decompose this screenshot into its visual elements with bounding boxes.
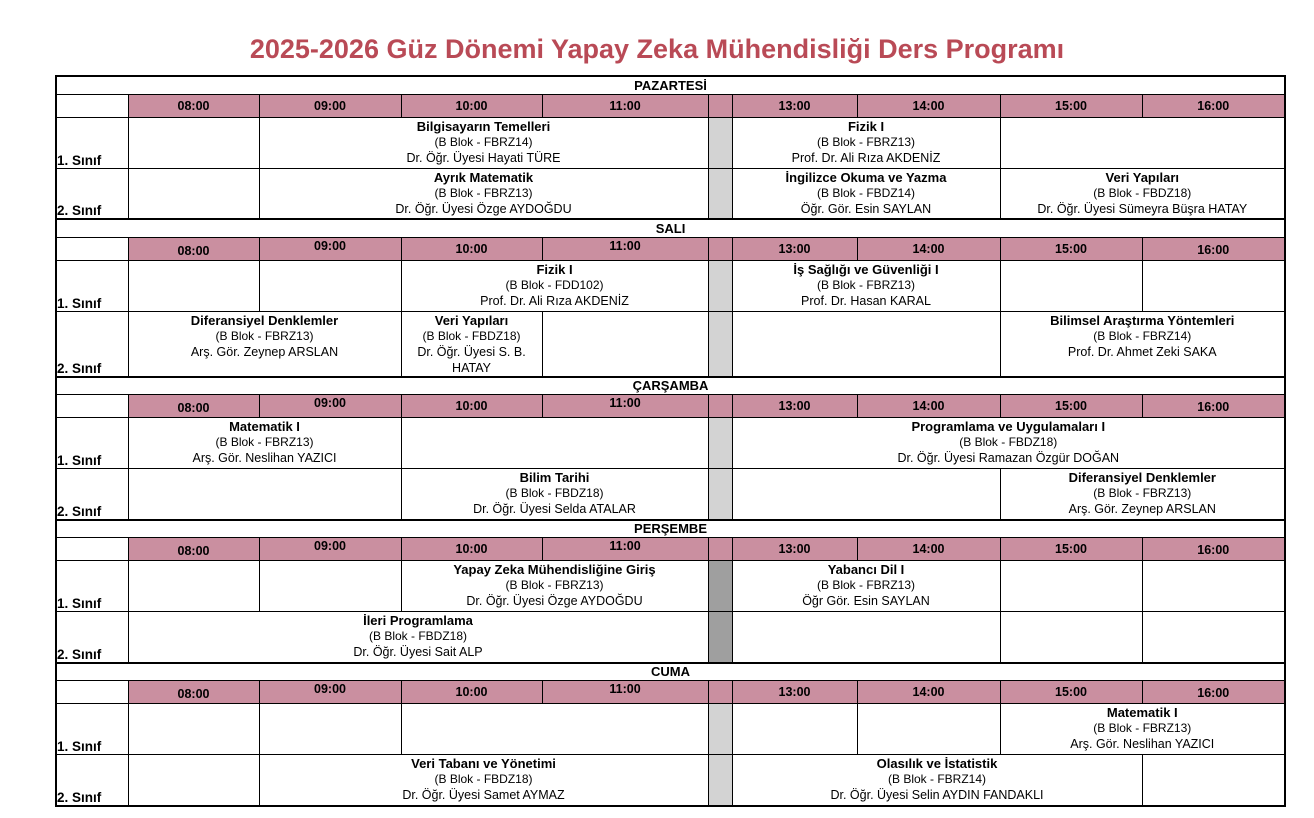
course-teacher: Dr. Öğr. Üyesi Ramazan Özgür DOĞAN [897,451,1120,465]
corner-cell [56,538,128,561]
course-room: (B Blok - FBRZ13) [215,328,314,343]
lunch-break-cell [708,704,732,755]
lunch-break-cell [708,168,732,219]
class-row [56,418,1285,469]
time-cell-1400: 14:00 [857,237,1000,260]
course-title: Yapay Zeka Mühendisliğine Giriş [453,562,656,577]
page-title: 2025-2026 Güz Dönemi Yapay Zeka Mühendisliği Ders Programı [249,34,1065,64]
time-cell-1300: 13:00 [732,237,857,260]
class-row [56,311,1285,377]
course-cell [401,561,708,612]
class-row [56,469,1285,520]
course-teacher: Dr. Öğr. Üyesi Hayati TÜRE [406,150,561,165]
course-teacher: Dr. Öğr. Üyesi Selda ATALAR [473,502,636,516]
course-teacher: Öğr. Gör. Esin SAYLAN [800,201,932,216]
course-cell [1000,168,1285,219]
course-teacher: Prof. Dr. Ali Rıza AKDENİZ [791,150,941,165]
time-cell-1400: 14:00 [857,395,1000,418]
course-title: Bilim Tarihi [519,470,590,485]
course-room: (B Blok - FBDZ18) [1093,185,1192,200]
lunch-break-cell [708,755,732,806]
class-label: 2. Sınıf [56,612,128,663]
day-header-monday: PAZARTESİ [56,76,1285,94]
class-label: 1. Sınıf [56,704,128,755]
empty-slot-cell [1142,612,1285,663]
time-cell-1600: 16:00 [1142,395,1285,418]
course-title: Fizik I [847,118,885,134]
course-cell [128,612,708,663]
time-cell-1100: 11:00 [542,681,708,704]
empty-slot-cell [401,704,708,755]
day-header-thursday: PERŞEMBE [56,520,1285,538]
empty-slot-cell [128,260,259,311]
time-cell-1000: 10:00 [401,94,542,117]
empty-slot-cell [259,561,401,612]
day-row-monday [56,76,1285,94]
time-cell-1000: 10:00 [401,538,542,561]
course-teacher: Prof. Dr. Ahmet Zeki SAKA [1067,344,1217,359]
course-room: (B Blok - FBRZ13) [1093,486,1192,500]
empty-slot-cell [1142,260,1285,311]
class-label: 2. Sınıf [56,311,128,377]
empty-slot-cell [128,704,259,755]
time-header-row-monday [56,94,1285,117]
course-room: (B Blok - FBDZ18) [434,772,533,786]
time-cell-1000: 10:00 [401,395,542,418]
course-room: (B Blok - FBDZ18) [505,486,604,500]
course-cell [259,755,708,806]
time-cell-0800: 08:00 [128,94,259,117]
lunch-break-cell [708,561,732,612]
lunch-break-header-cell [708,94,732,117]
day-row-wednesday [56,377,1285,395]
time-cell-1500: 15:00 [1000,395,1142,418]
course-title: Fizik I [536,261,573,277]
day-row-thursday [56,520,1285,538]
course-teacher: Prof. Dr. Ali Rıza AKDENİZ [480,293,629,308]
empty-slot-cell [128,469,401,520]
course-cell [732,561,1000,612]
course-teacher: Dr. Öğr. Üyesi Samet AYMAZ [402,788,565,802]
empty-slot-cell [1000,260,1142,311]
course-room: (B Blok - FBRZ13) [434,185,533,200]
time-cell-0800: 08:00 [128,538,259,561]
course-room: (B Blok - FBRZ13) [816,134,915,149]
course-teacher: Dr. Öğr. Üyesi Selin AYDIN FANDAKLI [830,788,1044,802]
class-row [56,260,1285,311]
time-cell-0800: 08:00 [128,237,259,260]
time-cell-1400: 14:00 [857,681,1000,704]
course-title: İngilizce Okuma ve Yazma [785,169,947,185]
course-teacher: Prof. Dr. Hasan KARAL [801,293,931,308]
empty-slot-cell [732,469,1000,520]
class-label: 1. Sınıf [56,561,128,612]
class-row [56,168,1285,219]
empty-slot-cell [732,612,1000,663]
corner-cell [56,237,128,260]
course-cell [732,117,1000,168]
course-title: Bilgisayarın Temelleri [416,118,551,134]
course-cell [732,755,1142,806]
course-room: (B Blok - FBDZ18) [368,629,467,643]
course-teacher: Öğr Gör. Esin SAYLAN [802,594,930,608]
course-room: (B Blok - FBRZ13) [505,578,604,592]
course-teacher: Arş. Gör. Zeynep ARSLAN [1068,502,1216,516]
course-room: (B Blok - FBRZ13) [215,435,314,449]
course-cell [259,168,708,219]
course-cell [128,311,401,377]
lunch-break-header-cell [708,681,732,704]
course-cell [732,418,1285,469]
time-cell-1000: 10:00 [401,237,542,260]
schedule-table [55,75,1286,807]
course-cell [732,168,1000,219]
course-cell [401,469,708,520]
time-cell-1400: 14:00 [857,94,1000,117]
empty-slot-cell [128,168,259,219]
class-label: 2. Sınıf [56,168,128,219]
time-cell-1600: 16:00 [1142,538,1285,561]
time-cell-0800: 08:00 [128,395,259,418]
time-cell-1300: 13:00 [732,94,857,117]
time-header-row-thursday [56,538,1285,561]
course-room: (B Blok - FBDZ14) [816,185,915,200]
course-title: Programlama ve Uygulamaları I [911,419,1106,434]
course-room: (B Blok - FBRZ13) [1093,721,1192,735]
course-cell [1000,311,1285,377]
course-title: Matematik I [229,419,300,434]
time-cell-1300: 13:00 [732,395,857,418]
course-teacher: Dr. Öğr. Üyesi Özge AYDOĞDU [395,201,572,216]
empty-slot-cell [1142,561,1285,612]
time-cell-0900: 09:00 [259,395,401,418]
time-cell-1600: 16:00 [1142,237,1285,260]
time-header-row-wednesday [56,395,1285,418]
lunch-break-header-cell [708,395,732,418]
lunch-break-cell [708,418,732,469]
time-cell-1500: 15:00 [1000,538,1142,561]
course-title: Ayrık Matematik [433,169,534,185]
time-cell-1300: 13:00 [732,681,857,704]
empty-slot-cell [1142,755,1285,806]
course-teacher: Arş. Gör. Zeynep ARSLAN [190,344,339,359]
day-header-friday: CUMA [56,663,1285,681]
empty-slot-cell [1000,612,1142,663]
corner-cell [56,681,128,704]
course-teacher: Dr. Öğr. Üyesi Sait ALP [353,645,483,659]
time-cell-1400: 14:00 [857,538,1000,561]
corner-cell [56,395,128,418]
time-cell-0900: 09:00 [259,237,401,260]
course-room: (B Blok - FBDZ18) [959,435,1058,449]
course-room: (B Blok - FBRZ14) [1093,328,1192,343]
class-label: 2. Sınıf [56,755,128,806]
course-title: İş Sağlığı ve Güvenliği I [793,261,939,277]
course-cell [259,117,708,168]
course-cell [1000,469,1285,520]
empty-slot-cell [857,704,1000,755]
lunch-break-cell [708,612,732,663]
course-room: (B Blok - FBDZ18) [422,328,521,343]
course-title: Veri Yapıları [1105,169,1179,185]
time-cell-1600: 16:00 [1142,681,1285,704]
course-teacher: Arş. Gör. Neslihan YAZICI [1070,737,1215,751]
course-teacher: Dr. Öğr. Üyesi S. B. HATAY [417,344,526,375]
class-row [56,612,1285,663]
day-row-tuesday [56,219,1285,237]
class-label: 2. Sınıf [56,469,128,520]
time-cell-1100: 11:00 [542,395,708,418]
time-cell-1500: 15:00 [1000,237,1142,260]
lunch-break-header-cell [708,237,732,260]
time-cell-1600: 16:00 [1142,94,1285,117]
class-label: 1. Sınıf [56,260,128,311]
empty-slot-cell [259,704,401,755]
class-row [56,561,1285,612]
lunch-break-cell [708,260,732,311]
time-cell-1100: 11:00 [542,237,708,260]
course-teacher: Arş. Gör. Neslihan YAZICI [192,451,337,465]
course-title: Diferansiyel Denklemler [1068,470,1216,485]
empty-slot-cell [542,311,708,377]
course-teacher: Dr. Öğr. Üyesi Özge AYDOĞDU [466,594,643,608]
time-header-row-friday [56,681,1285,704]
class-row [56,755,1285,806]
course-title: Diferansiyel Denklemler [190,312,339,328]
class-label: 1. Sınıf [56,117,128,168]
course-title: Bilimsel Araştırma Yöntemleri [1050,312,1235,328]
class-label: 1. Sınıf [56,418,128,469]
course-room: (B Blok - FDD102) [505,277,604,292]
day-row-friday [56,663,1285,681]
course-cell [732,260,1000,311]
time-cell-0900: 09:00 [259,681,401,704]
empty-slot-cell [128,117,259,168]
time-cell-1100: 11:00 [542,538,708,561]
time-cell-1000: 10:00 [401,681,542,704]
course-cell [128,418,401,469]
time-cell-1300: 13:00 [732,538,857,561]
time-cell-0800: 08:00 [128,681,259,704]
time-cell-0900: 09:00 [259,538,401,561]
empty-slot-cell [1000,561,1142,612]
lunch-break-header-cell [708,538,732,561]
time-cell-1500: 15:00 [1000,681,1142,704]
course-cell [1000,704,1285,755]
course-title: Yabancı Dil I [827,562,905,577]
course-cell [401,260,708,311]
course-teacher: Dr. Öğr. Üyesi Sümeyra Büşra HATAY [1037,201,1248,216]
empty-slot-cell [732,704,857,755]
course-room: (B Blok - FBRZ13) [816,277,915,292]
day-header-wednesday: ÇARŞAMBA [56,377,1285,395]
corner-cell [56,94,128,117]
lunch-break-cell [708,117,732,168]
course-title: Veri Tabanı ve Yönetimi [411,756,556,771]
time-header-row-tuesday [56,237,1285,260]
class-row [56,117,1285,168]
time-cell-1500: 15:00 [1000,94,1142,117]
course-title: İleri Programlama [363,613,473,628]
course-title: Veri Yapıları [434,312,509,328]
lunch-break-cell [708,311,732,377]
course-room: (B Blok - FBRZ14) [434,134,533,149]
empty-slot-cell [1000,117,1285,168]
empty-slot-cell [401,418,708,469]
day-header-tuesday: SALI [56,219,1285,237]
empty-slot-cell [128,561,259,612]
empty-slot-cell [259,260,401,311]
time-cell-1100: 11:00 [542,94,708,117]
course-room: (B Blok - FBRZ13) [816,578,915,592]
course-title: Olasılık ve İstatistik [876,756,998,771]
course-title: Matematik I [1106,705,1178,720]
empty-slot-cell [128,755,259,806]
course-cell [401,311,542,377]
time-cell-0900: 09:00 [259,94,401,117]
course-room: (B Blok - FBRZ14) [887,772,986,786]
lunch-break-cell [708,469,732,520]
class-row [56,704,1285,755]
empty-slot-cell [732,311,1000,377]
